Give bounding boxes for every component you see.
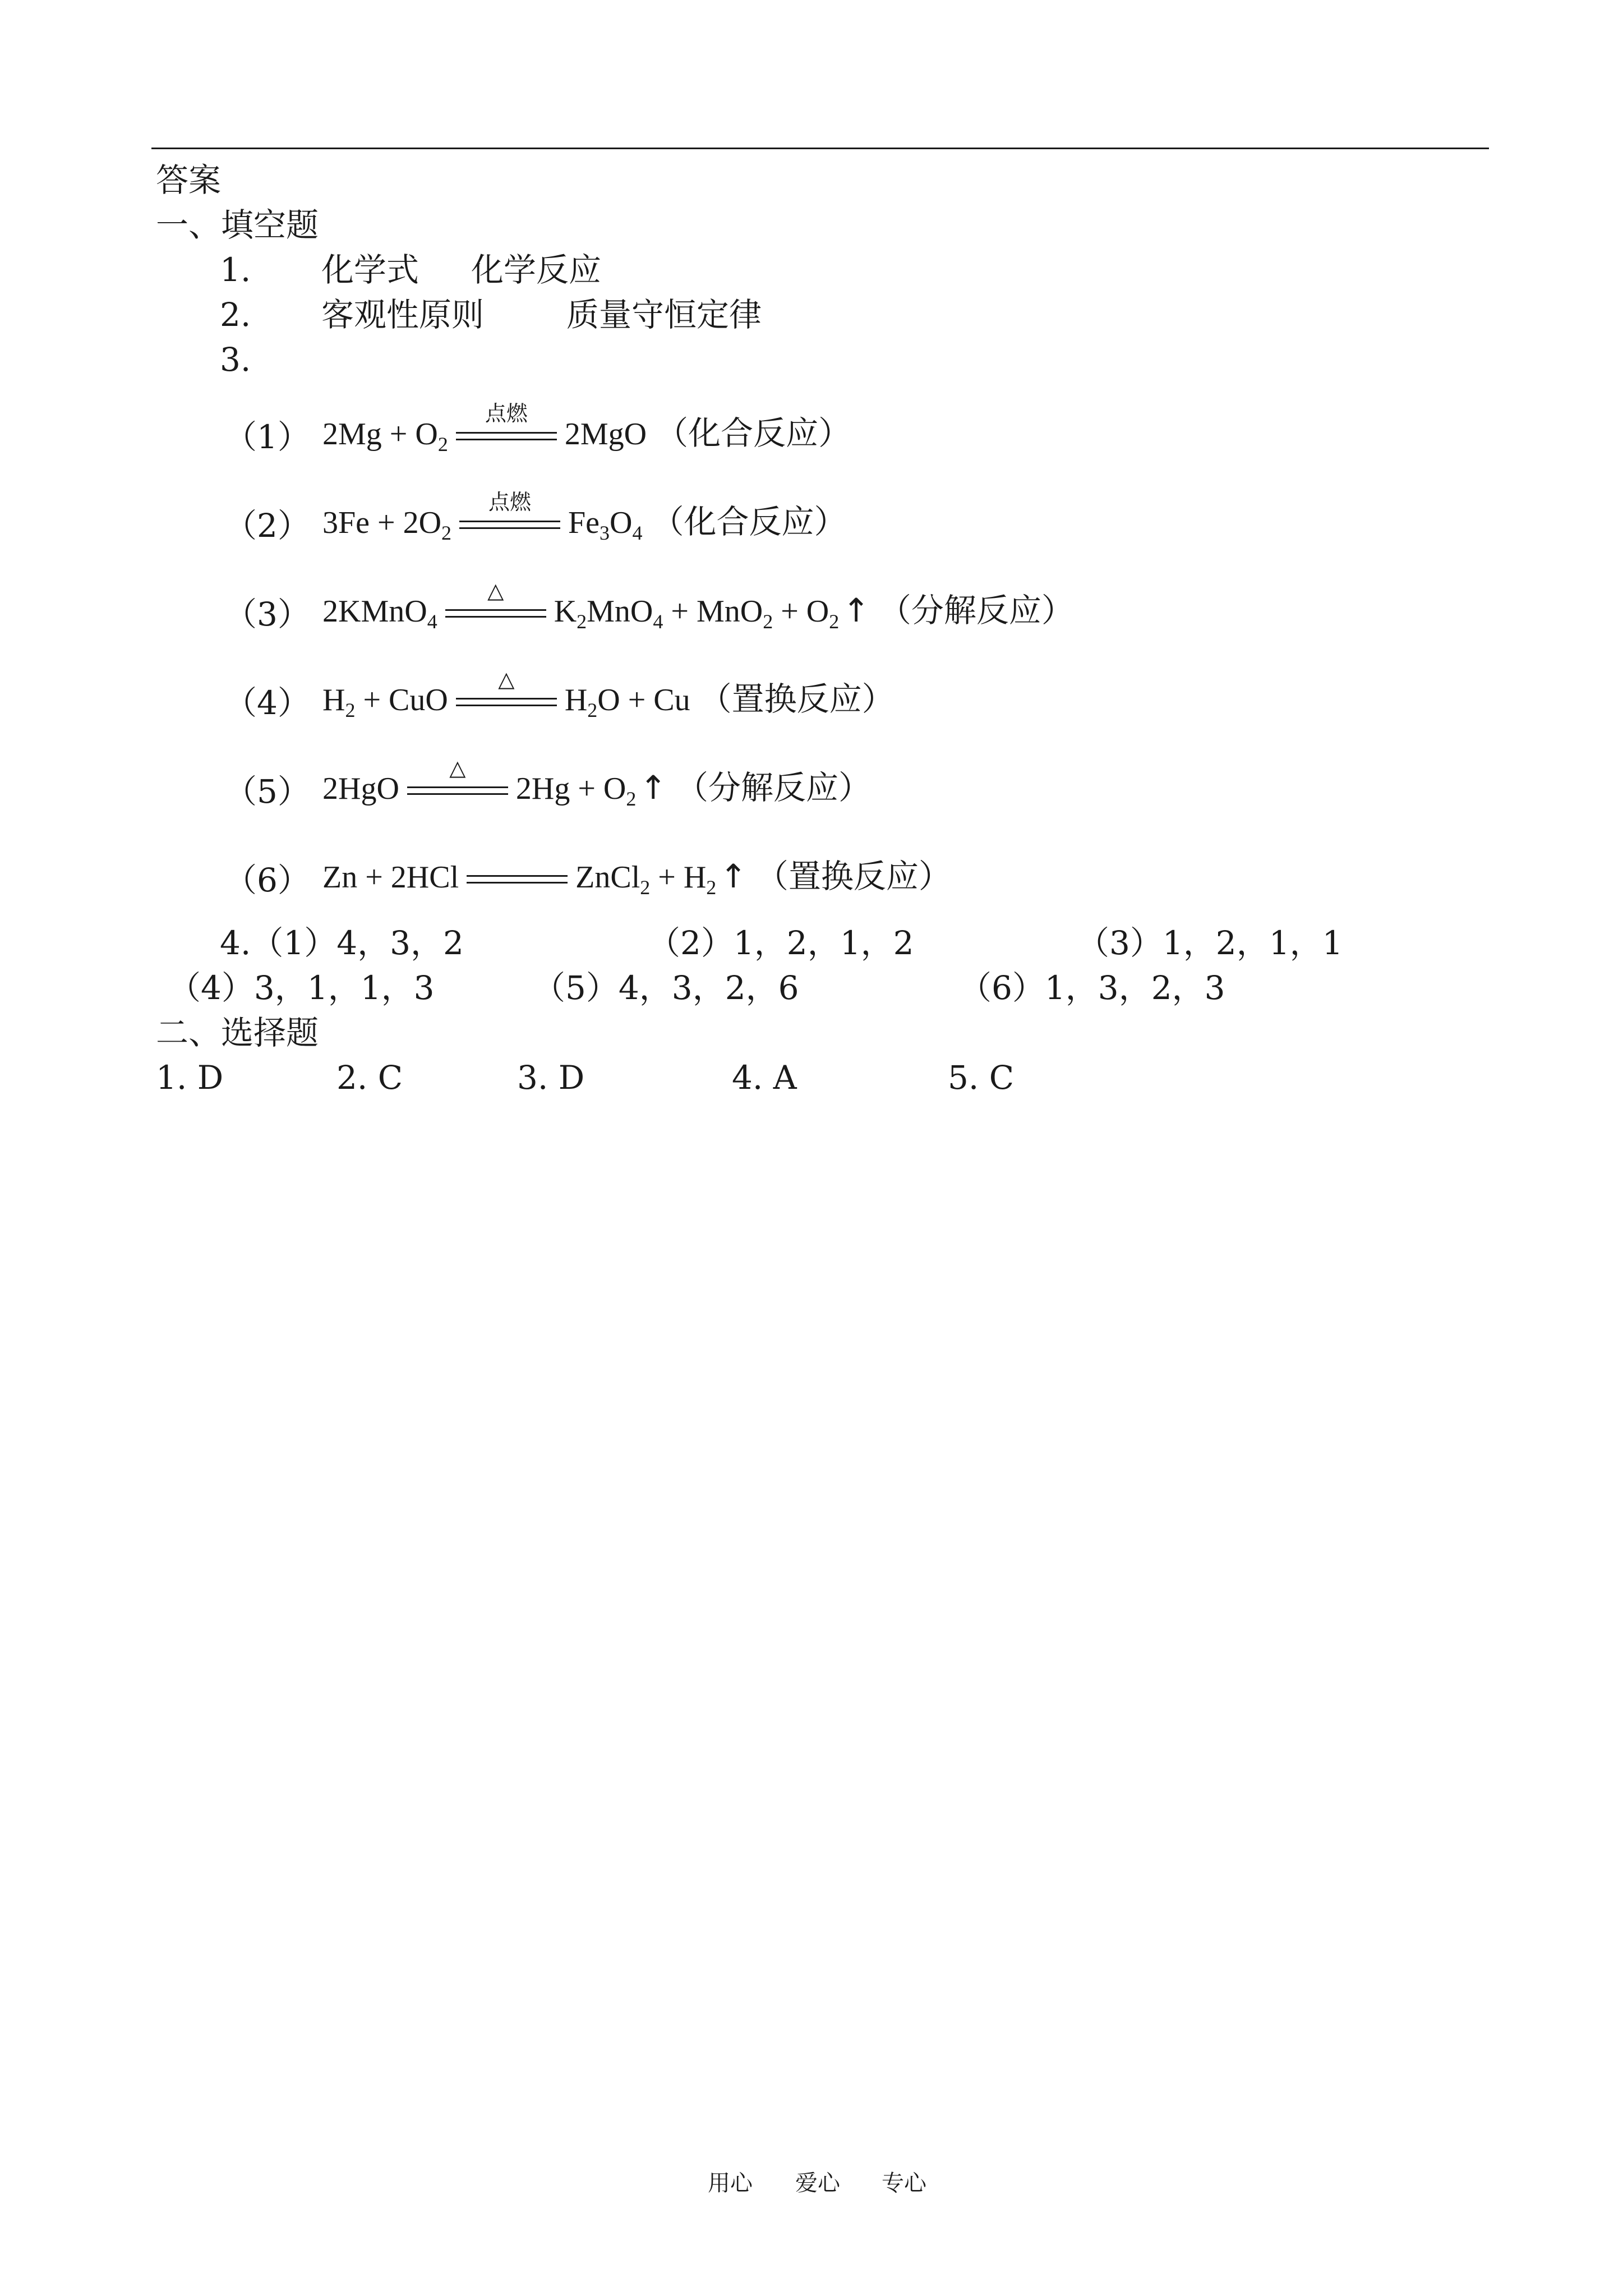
reaction-condition: 点燃 xyxy=(488,490,532,514)
equation-label: （1） xyxy=(224,418,310,456)
choice-answer-4: 4. A xyxy=(732,1059,797,1097)
product-subscript: 4 xyxy=(632,522,643,544)
q4-row2-item-1: （4）3，1，1，3 xyxy=(168,969,435,1007)
reactant-subscript: 4 xyxy=(427,610,437,633)
q4-row2-item-3: （6）1，3，2，3 xyxy=(959,969,1225,1007)
q1-answer-2: 化学反应 xyxy=(471,251,602,289)
q1-answer-1: 化学式 xyxy=(321,251,419,289)
reaction-condition: △ xyxy=(449,756,466,780)
product-subscript: 3 xyxy=(600,522,610,544)
product-subscript: 2 xyxy=(763,610,773,633)
reaction-type: （置换反应） xyxy=(755,858,951,895)
reactant-subscript: 2 xyxy=(441,522,452,544)
reactant-text: H xyxy=(322,683,345,717)
chemical-equation xyxy=(322,578,1074,633)
q2-answer-2: 质量守恒定律 xyxy=(566,296,762,334)
section-choice-title: 二、选择题 xyxy=(156,1014,319,1052)
reaction-type: （分解反应） xyxy=(675,770,871,806)
reaction-condition: △ xyxy=(498,667,515,692)
chemical-equation xyxy=(322,667,895,721)
product-text: MnO xyxy=(587,594,653,629)
footer-item-2: 爱心 xyxy=(795,2170,840,2196)
gas-arrow-icon: ↑ xyxy=(639,769,667,807)
section-fill-title: 一、填空题 xyxy=(156,206,319,244)
equation-label: （2） xyxy=(224,507,310,545)
product-text: ZnCl xyxy=(575,860,640,895)
product-text: + O xyxy=(773,594,829,629)
reactant-subscript: 2 xyxy=(437,433,448,455)
equation-label: （6） xyxy=(224,861,310,899)
q1-number: 1. xyxy=(220,251,251,289)
chemical-equation xyxy=(322,854,951,899)
header-rule xyxy=(151,148,1489,149)
choice-answer-3: 3. D xyxy=(517,1059,585,1097)
chemical-equation xyxy=(322,401,851,455)
footer-item-3: 专心 xyxy=(882,2170,926,2196)
product-text: H xyxy=(564,683,588,717)
equals-sign xyxy=(407,756,508,804)
reactant-text: 3Fe + 2O xyxy=(322,505,442,540)
product-text: 2Hg + O xyxy=(515,771,626,806)
reactant-text: Zn + 2HCl xyxy=(322,860,459,895)
choice-answer-1: 1. D xyxy=(156,1059,224,1097)
reactant-subscript: 2 xyxy=(345,699,356,721)
q2-answer-1: 客观性原则 xyxy=(321,296,485,334)
q4-row1-item-1: 4.（1）4，3，2 xyxy=(220,924,464,962)
product-text: O + Cu xyxy=(597,683,690,717)
reaction-condition: 点燃 xyxy=(485,401,528,426)
gas-arrow-icon: ↑ xyxy=(720,857,747,895)
product-subscript: 2 xyxy=(577,610,587,633)
product-text: K xyxy=(554,594,577,629)
reaction-type: （化合反应） xyxy=(656,415,851,452)
reactant-text: 2KMnO xyxy=(322,594,427,629)
q4-row1-item-2: （2）1，2，1，2 xyxy=(648,924,914,962)
chemical-equation xyxy=(322,490,847,544)
q3-number: 3. xyxy=(220,341,251,379)
product-subscript: 2 xyxy=(640,876,651,899)
product-subscript: 2 xyxy=(706,876,717,899)
reactant-text: 2HgO xyxy=(322,771,399,806)
q4-row2-item-2: （5）4，3，2，6 xyxy=(533,969,799,1007)
answer-title: 答案 xyxy=(156,161,222,199)
product-subscript: 2 xyxy=(829,610,840,633)
chemical-equation xyxy=(322,756,871,810)
q2-number: 2. xyxy=(220,296,251,334)
product-text: 2MgO xyxy=(564,417,647,452)
equals-sign xyxy=(456,401,557,450)
choice-answer-5: 5. C xyxy=(948,1059,1015,1097)
product-subscript: 4 xyxy=(653,610,663,633)
equals-sign xyxy=(459,490,560,539)
gas-arrow-icon: ↑ xyxy=(842,591,870,629)
reaction-type: （化合反应） xyxy=(651,504,847,540)
product-text: Fe xyxy=(568,505,600,540)
equation-label: （3） xyxy=(224,595,310,633)
choice-answer-2: 2. C xyxy=(336,1059,403,1097)
equals-sign xyxy=(445,578,546,627)
reaction-type: （分解反应） xyxy=(878,592,1074,629)
reaction-condition: △ xyxy=(487,578,504,603)
product-text: + H xyxy=(650,860,707,895)
equals-sign xyxy=(467,854,568,893)
reaction-type: （置换反应） xyxy=(699,681,895,717)
reactant-text: + CuO xyxy=(355,683,448,717)
footer-item-1: 用心 xyxy=(708,2170,753,2196)
product-subscript: 2 xyxy=(587,699,598,721)
product-text: + MnO xyxy=(663,594,763,629)
product-text: O xyxy=(610,505,633,540)
equation-label: （4） xyxy=(224,684,310,722)
equals-sign xyxy=(456,667,557,716)
reactant-text: 2Mg + O xyxy=(322,417,438,452)
q4-row1-item-3: （3）1，2，1，1 xyxy=(1077,924,1343,962)
product-subscript: 2 xyxy=(626,788,637,810)
equation-label: （5） xyxy=(224,772,310,811)
